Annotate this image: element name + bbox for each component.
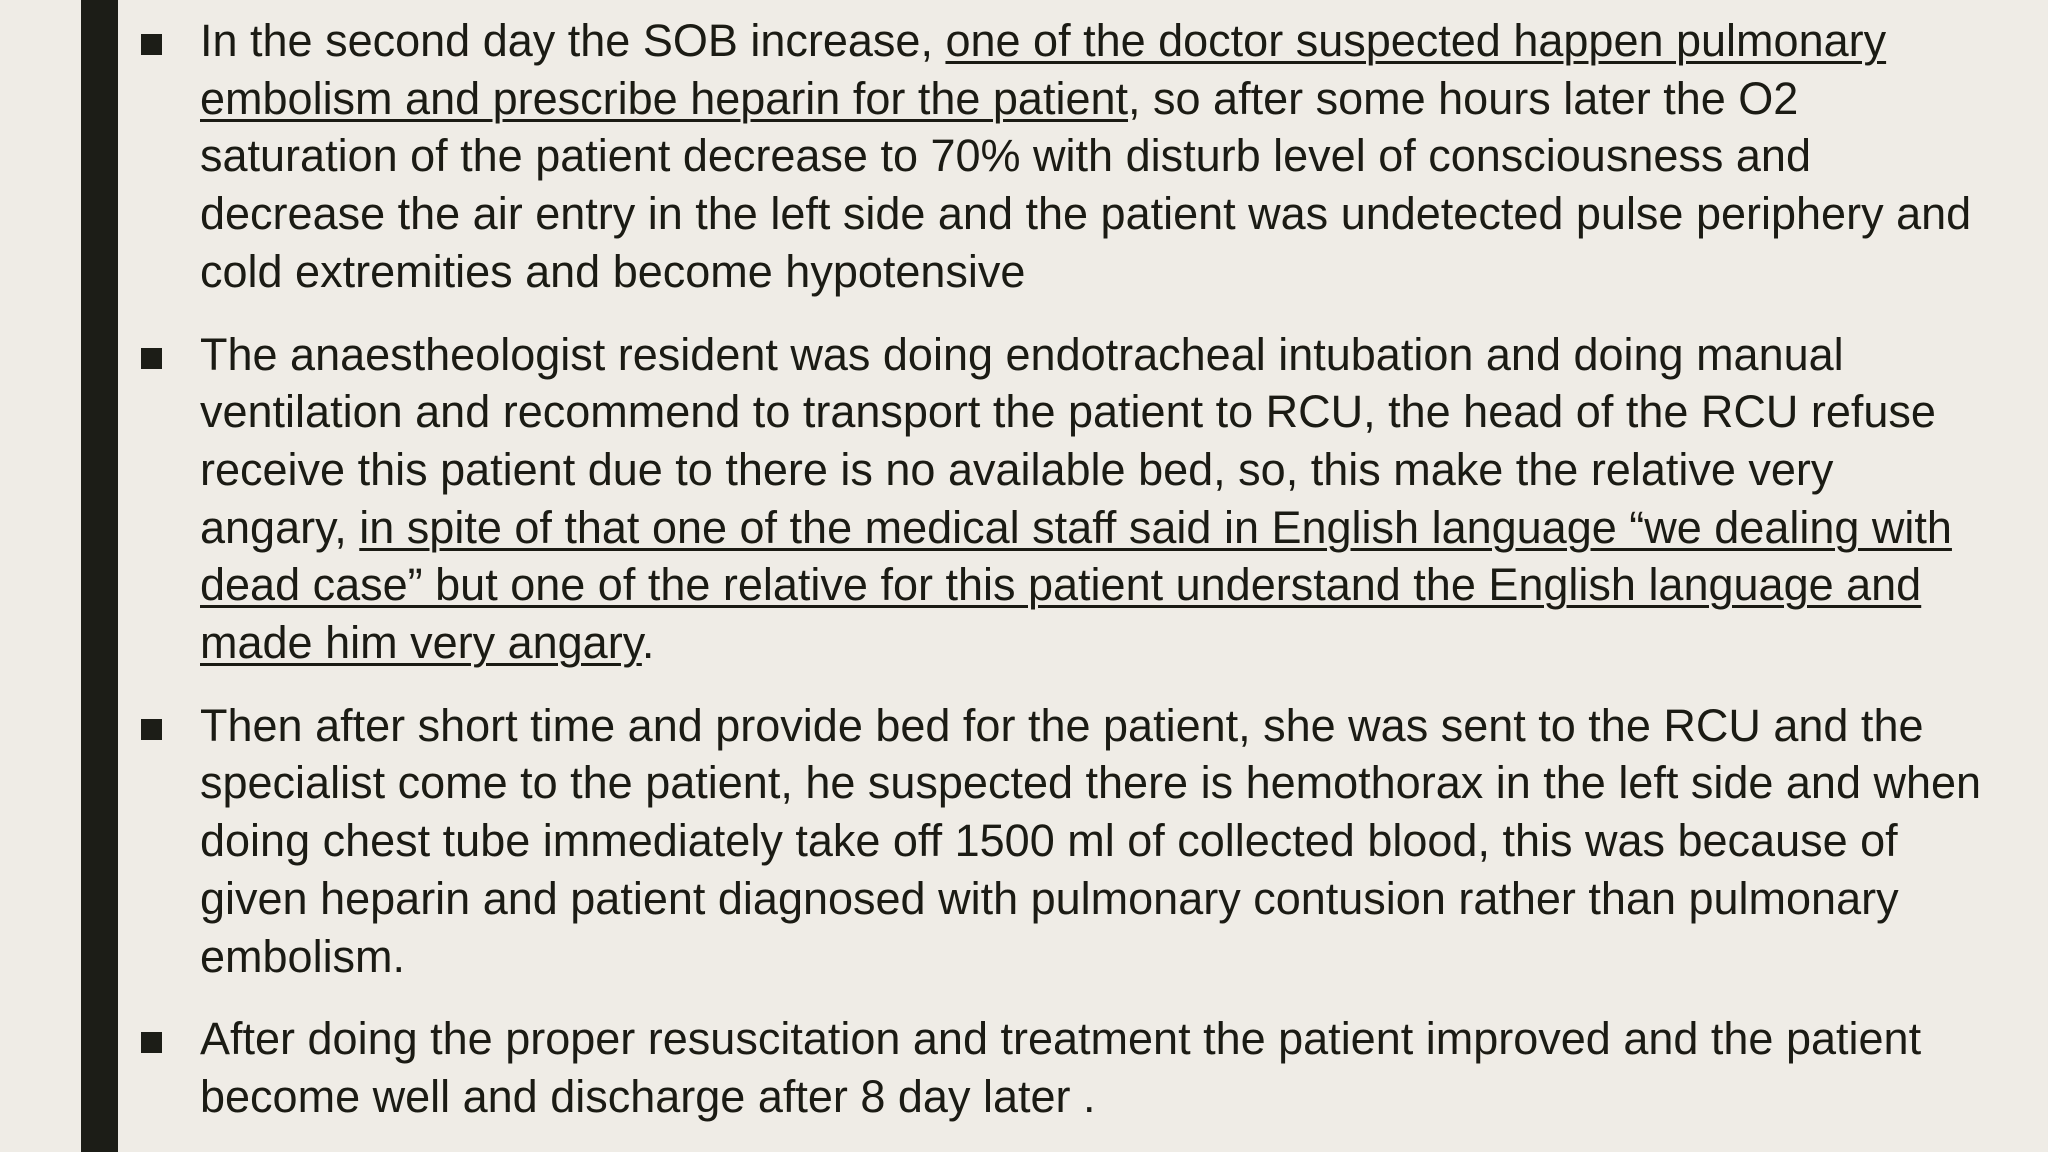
bullet-2-text: [200, 329, 1952, 669]
bullet-2-segment-3: .: [641, 617, 655, 669]
square-bullet-icon: [141, 34, 162, 55]
bullet-2-segment-1: The anaestheologist resident was doing endotracheal intubation and doing manual ventilation and recommend to transport the patient to RCU, the head of the RCU refuse receive this patient due to there is no available bed, so, this make the relative very angary,: [200, 328, 1936, 553]
square-bullet-icon: [141, 1032, 162, 1053]
bullet-item-3: [132, 697, 1992, 986]
bullet-item-2: [132, 326, 1992, 672]
bullet-2-underlined-segment: in spite of that one of the medical staff said in English language “we dealing with dead case” but one of the relative for this patient understand the English language and made him very angary: [200, 501, 1952, 669]
bullet-1-text: [200, 15, 1971, 297]
bullet-1-underlined-segment: one of the doctor suspected happen pulmonary embolism and prescribe heparin for the patient: [200, 15, 1887, 124]
bullet-item-4: [132, 1010, 1992, 1125]
bullet-4-text: After doing the proper resuscitation and treatment the patient improved and the patient become well and discharge after 8 day later .: [200, 1013, 1922, 1122]
bullet-1-segment-3: , so after some hours later the O2 saturation of the patient decrease to 70% with disturb level of consciousness and decrease the air entry in the left side and the patient was undetected pulse periphery and cold extremities and become hypotensive: [200, 72, 1972, 297]
square-bullet-icon: [141, 348, 162, 369]
left-accent-bar: [81, 0, 118, 1152]
bullet-3-text: Then after short time and provide bed for the patient, she was sent to the RCU and the specialist come to the patient, he suspected there is hemothorax in the left side and when doing chest tube immediately take off 1500 ml of collected blood, this was because of given heparin and patient diagnosed with pulmonary contusion rather than pulmonary embolism.: [200, 699, 1982, 982]
square-bullet-icon: [141, 719, 162, 740]
bullet-list: [132, 12, 1992, 1151]
bullet-1-segment-1: In the second day the SOB increase,: [200, 15, 946, 66]
bullet-item-1: [132, 12, 1992, 301]
